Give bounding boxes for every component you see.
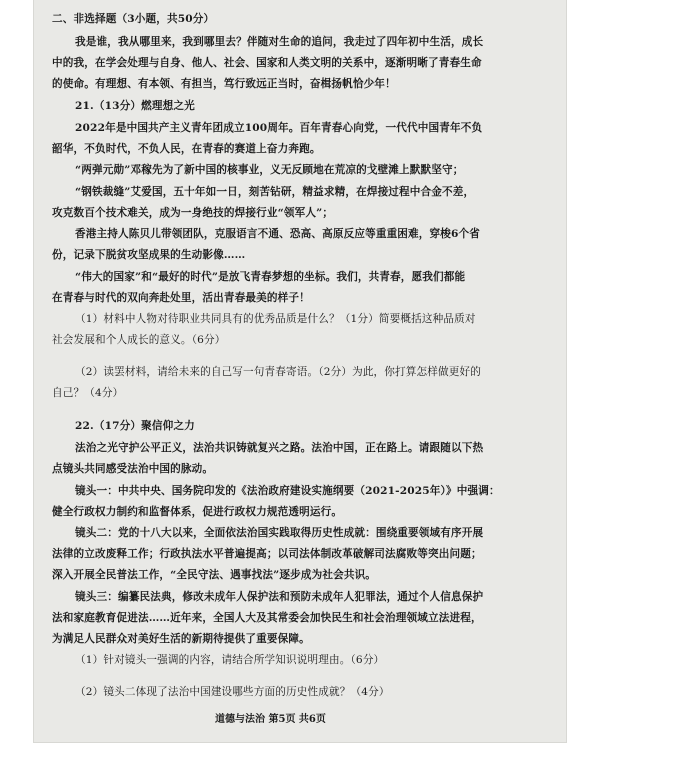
q21-material-line: 份，记录下脱贫攻坚成果的生动影像…… xyxy=(52,249,246,261)
page-footer: 道德与法治 第5页 共6页 xyxy=(215,714,326,725)
q21-sub2-line: （2）读罢材料，请给未来的自己写一句青春寄语。（2分）为此，你打算怎样做更好的 xyxy=(75,366,481,378)
q21-material-line: “两弹元勋”邓稼先为了新中国的核事业，义无反顾地在荒凉的戈壁滩上默默坚守； xyxy=(75,164,464,176)
q22-intro-line: 点镜头共同感受法治中国的脉动。 xyxy=(52,463,214,475)
q21-material-line: 香港主持人陈贝儿带领团队，克服语言不通、恐高、高原反应等重重困难，穿梭6个省 xyxy=(75,228,481,240)
q22-shot-line: 法和家庭教育促进法……近年来，全国人大及其常委会加快民生和社会治理领域立法进程， xyxy=(52,612,482,624)
q22-title: 22.（17分）聚信仰之力 xyxy=(75,420,195,432)
q22-shot-line: 深入开展全民普法工作，“全民守法、遇事找法”逐步成为社会共识。 xyxy=(52,569,377,581)
q21-title: 21.（13分）燃理想之光 xyxy=(75,100,195,112)
q21-sub1-line: （1）材料中人物对待职业共同具有的优秀品质是什么？（1分）简要概括这种品质对 xyxy=(75,313,476,325)
q22-shot-line: 镜头一：中共中央、国务院印发的《法治政府建设实施纲要（2021-2025年）》中强调： xyxy=(75,485,500,497)
q21-sub2-line: 自己？（4分） xyxy=(52,387,124,399)
q22-sub1: （1）针对镜头一强调的内容，请结合所学知识说明理由。（6分） xyxy=(75,654,385,666)
intro-line: 我是谁，我从哪里来，我到哪里去？伴随对生命的追问，我走过了四年初中生活，成长 xyxy=(75,36,484,48)
q21-material-line: “伟大的国家”和“最好的时代”是放飞青春梦想的坐标。我们，共青春，愿我们都能 xyxy=(75,271,466,283)
q22-shot-line: 镜头二：党的十八大以来，全面依法治国实践取得历史性成就：围绕重要领域有序开展 xyxy=(75,527,484,539)
q22-sub2: （2）镜头二体现了法治中国建设哪些方面的历史性成就？（4分） xyxy=(75,686,390,698)
intro-line: 中的我，在学会处理与自身、他人、社会、国家和人类文明的关系中，逐渐明晰了青春生命 xyxy=(52,57,482,69)
q21-sub1-line: 社会发展和个人成长的意义。（6分） xyxy=(52,334,226,346)
q22-shot-line: 法律的立改废释工作；行政执法水平普遍提高；以司法体制改革破解司法腐败等突出问题； xyxy=(52,548,482,560)
intro-line: 的使命。有理想、有本领、有担当，笃行致远正当时，奋楫扬帆恰少年！ xyxy=(52,78,396,90)
section-heading: 二、非选择题（3小题，共50分） xyxy=(52,13,215,25)
q22-intro-line: 法治之光守护公平正义，法治共识铸就复兴之路。法治中国，正在路上。请跟随以下热 xyxy=(75,442,484,454)
q21-material-line: “钢铁裁缝”艾爱国，五十年如一日，刻苦钻研，精益求精，在焊接过程中合金不差， xyxy=(75,186,475,198)
q21-material-line: 2022年是中国共产主义青年团成立100周年。百年青春心向党，一代代中国青年不负 xyxy=(75,122,483,134)
q22-shot-line: 为满足人民群众对美好生活的新期待提供了重要保障。 xyxy=(52,633,310,645)
q21-material-line: 韶华，不负时代，不负人民，在青春的赛道上奋力奔跑。 xyxy=(52,143,321,155)
q21-material-line: 在青春与时代的双向奔赴处里，活出青春最美的样子！ xyxy=(52,292,310,304)
q21-material-line: 攻克数百个技术难关，成为一身绝技的焊接行业“领军人”； xyxy=(52,207,334,219)
q22-shot-line: 镜头三：编纂民法典，修改未成年人保护法和预防未成年人犯罪法，通过个人信息保护 xyxy=(75,591,484,603)
q22-shot-line: 健全行政权力制约和监督体系，促进行政权力规范透明运行。 xyxy=(52,506,343,518)
